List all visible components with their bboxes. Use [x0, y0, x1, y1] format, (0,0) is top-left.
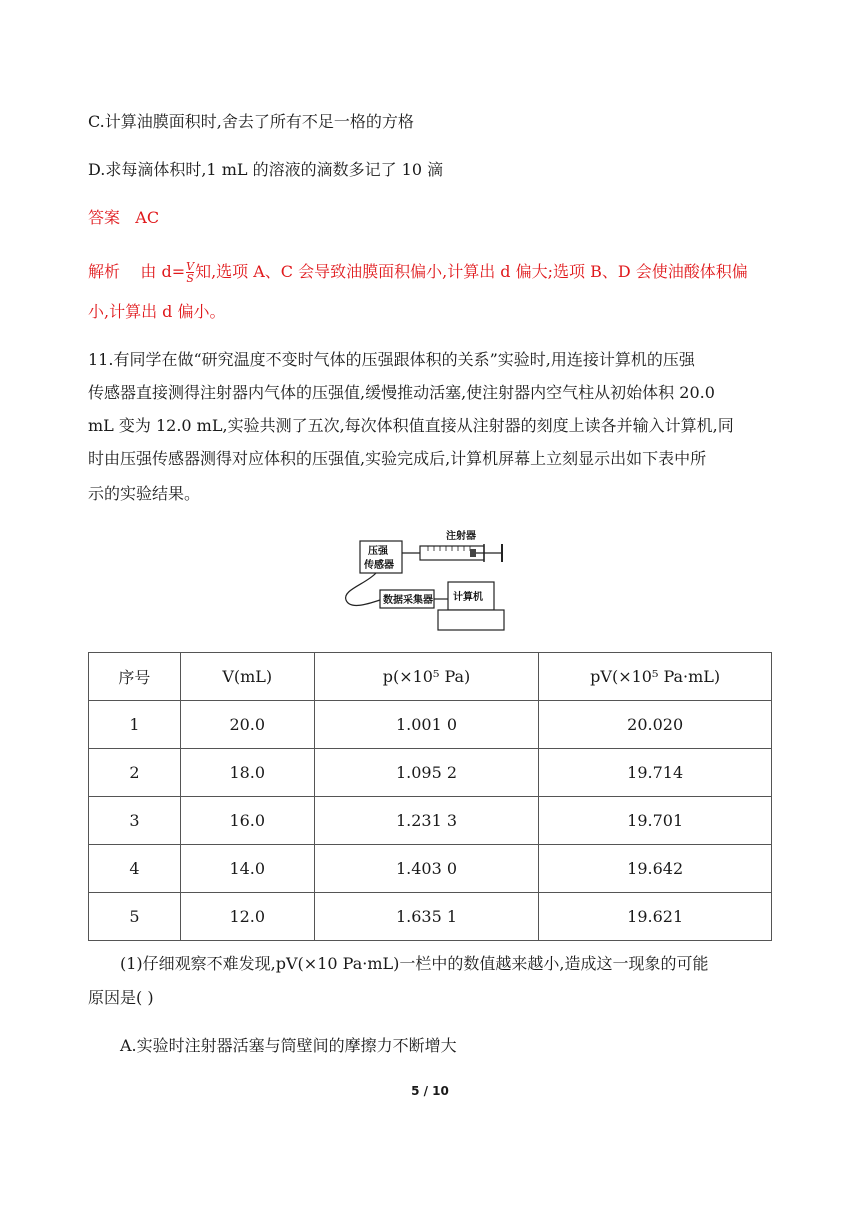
table-row [89, 845, 772, 893]
table-row [89, 701, 772, 749]
sensor-label-1: 压强 [368, 546, 388, 557]
question-line: mL 变为 12.0 mL,实验共测了五次,每次体积值直接从注射器的刻度上读各并输入计算机,同 [88, 416, 734, 435]
header-volume: V(mL) [180, 653, 314, 701]
sub-option-a: A.实验时注射器活塞与筒壁间的摩擦力不断增大 [120, 1036, 457, 1055]
question-line: 传感器直接测得注射器内气体的压强值,缓慢推动活塞,使注射器内空气柱从初始体积 20.0 [88, 383, 715, 402]
table-cell: 3 [89, 797, 181, 845]
fraction-denominator: S [186, 272, 194, 285]
table-cell: 19.642 [539, 845, 772, 893]
cable-sensor [346, 573, 380, 605]
answer-label: 答案 [88, 208, 121, 227]
fraction-numerator: V [186, 260, 195, 273]
table-cell: 1.635 1 [314, 893, 539, 941]
formula-fraction [186, 261, 194, 284]
answer-line [88, 208, 159, 228]
analysis-pre: 由 d= [140, 262, 186, 281]
analysis-post: 知,选项 A、C 会导致油膜面积偏小,计算出 d 偏大;选项 B、D 会使油酸体积偏 [195, 262, 748, 281]
question-line: 示的实验结果。 [88, 484, 201, 503]
table-cell: 5 [89, 893, 181, 941]
sensor-label-2: 传感器 [364, 560, 394, 571]
table-cell: 16.0 [180, 797, 314, 845]
table-cell: 12.0 [180, 893, 314, 941]
analysis-label: 解析 [88, 262, 121, 281]
collector-label: 数据采集器 [383, 595, 433, 606]
table-header-row [89, 653, 772, 701]
table-cell: 2 [89, 749, 181, 797]
apparatus-diagram [340, 524, 520, 636]
option-c: C.计算油膜面积时,舍去了所有不足一格的方格 [88, 112, 414, 131]
analysis-line-2: 小,计算出 d 偏小。 [88, 302, 226, 321]
table-cell: 20.020 [539, 701, 772, 749]
table-cell: 14.0 [180, 845, 314, 893]
sub-question-1-cont: 原因是( ) [88, 988, 154, 1007]
syringe-label: 注射器 [446, 531, 476, 542]
syringe-plunger [470, 549, 476, 557]
header-index: 序号 [89, 653, 181, 701]
computer-label: 计算机 [453, 592, 483, 603]
header-pv: pV(×10⁵ Pa·mL) [539, 653, 772, 701]
table-cell: 18.0 [180, 749, 314, 797]
table-cell: 1.001 0 [314, 701, 539, 749]
header-pressure: p(×10⁵ Pa) [314, 653, 539, 701]
question-line: 时由压强传感器测得对应体积的压强值,实验完成后,计算机屏幕上立刻显示出如下表中所 [88, 449, 707, 468]
computer-base [438, 610, 504, 630]
table-row [89, 797, 772, 845]
table-cell: 19.701 [539, 797, 772, 845]
table-cell: 20.0 [180, 701, 314, 749]
answer-value: AC [135, 208, 160, 227]
analysis-line-1 [88, 261, 748, 284]
sub-question-1: (1)仔细观察不难发现,pV(×10 Pa·mL)一栏中的数值越来越小,造成这一现象的可能 [120, 954, 709, 973]
table-cell: 1.095 2 [314, 749, 539, 797]
option-d: D.求每滴体积时,1 mL 的溶液的滴数多记了 10 滴 [88, 160, 444, 179]
table-row [89, 893, 772, 941]
table-cell: 1 [89, 701, 181, 749]
question-line: 11.有同学在做“研究温度不变时气体的压强跟体积的关系”实验时,用连接计算机的压强 [88, 350, 695, 369]
table-cell: 1.231 3 [314, 797, 539, 845]
table-cell: 1.403 0 [314, 845, 539, 893]
table-cell: 4 [89, 845, 181, 893]
data-table [88, 652, 772, 941]
table-row [89, 749, 772, 797]
table-cell: 19.714 [539, 749, 772, 797]
page-number: 5 / 10 [411, 1084, 449, 1098]
table-cell: 19.621 [539, 893, 772, 941]
